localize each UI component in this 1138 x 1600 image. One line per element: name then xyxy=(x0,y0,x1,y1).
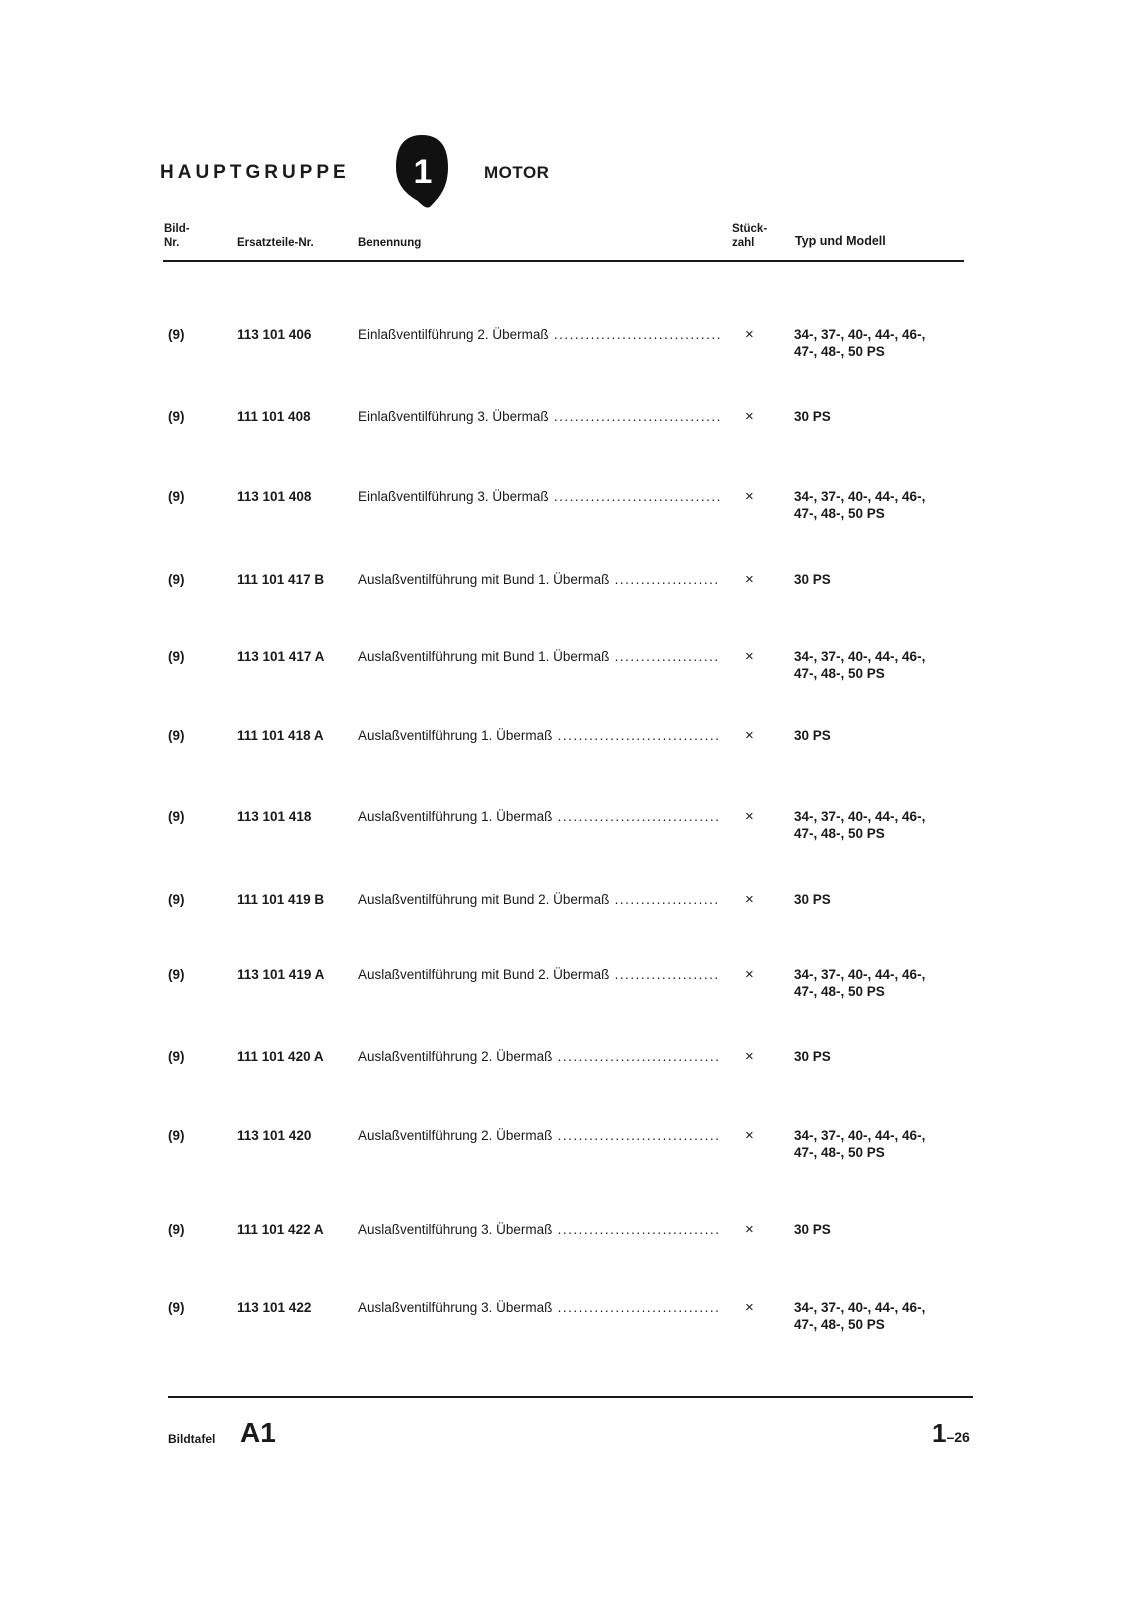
table-row xyxy=(0,1127,1138,1167)
part-description: Auslaßventilführung 2. Übermaß ..... xyxy=(358,1127,720,1144)
quantity: × xyxy=(745,727,754,744)
quantity: × xyxy=(745,326,754,343)
footer-rule xyxy=(168,1396,973,1398)
group-badge-shape xyxy=(394,133,450,209)
table-row xyxy=(0,326,1138,366)
type-model: 34-, 37-, 40-, 44-, 46-, 47-, 48-, 50 PS xyxy=(794,327,926,359)
table-row xyxy=(0,1299,1138,1339)
bild-nr: (9) xyxy=(168,1300,185,1315)
type-model: 30 PS xyxy=(794,1222,831,1237)
bild-nr: (9) xyxy=(168,409,185,424)
header-rule xyxy=(163,260,964,262)
part-description: Auslaßventilführung mit Bund 1. Übermaß ..... xyxy=(358,648,720,665)
type-model: 34-, 37-, 40-, 44-, 46-, 47-, 48-, 50 PS xyxy=(794,649,926,681)
bildtafel-code: A1 xyxy=(240,1417,276,1448)
type-model: 34-, 37-, 40-, 44-, 46-, 47-, 48-, 50 PS xyxy=(794,1128,926,1160)
bild-nr: (9) xyxy=(168,809,185,824)
table-row xyxy=(0,891,1138,931)
page-number-main: 1 xyxy=(932,1418,947,1448)
part-description: Auslaßventilführung mit Bund 1. Übermaß ..... xyxy=(358,571,720,588)
group-title: MOTOR xyxy=(484,163,550,182)
group-number-badge xyxy=(394,133,450,209)
quantity: × xyxy=(745,648,754,665)
quantity: × xyxy=(745,1221,754,1238)
part-number: 113 101 418 xyxy=(237,809,312,824)
part-number: 113 101 406 xyxy=(237,327,312,342)
part-number: 113 101 408 xyxy=(237,489,312,504)
bildtafel-label: Bildtafel xyxy=(168,1432,216,1446)
part-number: 111 101 417 B xyxy=(237,572,325,587)
bild-nr: (9) xyxy=(168,1128,185,1143)
bild-nr: (9) xyxy=(168,1049,185,1064)
part-description: Auslaßventilführung 3. Übermaß ..... xyxy=(358,1221,720,1238)
bild-nr: (9) xyxy=(168,649,185,664)
group-number: 1 xyxy=(413,153,433,191)
column-header-typ-modell: Typ und Modell xyxy=(795,234,886,248)
part-number: 111 101 422 A xyxy=(237,1222,324,1237)
part-description: Auslaßventilführung 3. Übermaß ..... xyxy=(358,1299,720,1316)
quantity: × xyxy=(745,488,754,505)
column-header-bild-nr: Bild- Nr. xyxy=(164,223,190,249)
part-number: 113 101 422 xyxy=(237,1300,312,1315)
page-number-sub: –26 xyxy=(946,1429,970,1445)
part-number: 111 101 419 B xyxy=(237,892,325,907)
part-description: Auslaßventilführung mit Bund 2. Übermaß ..... xyxy=(358,891,720,908)
type-model: 30 PS xyxy=(794,892,831,907)
column-header-stueckzahl: Stück- zahl xyxy=(732,223,768,249)
type-model: 30 PS xyxy=(794,728,831,743)
part-description: Auslaßventilführung mit Bund 2. Übermaß ..... xyxy=(358,966,720,983)
type-model: 30 PS xyxy=(794,1049,831,1064)
page-number xyxy=(932,1418,970,1449)
part-number: 113 101 419 A xyxy=(237,967,325,982)
quantity: × xyxy=(745,808,754,825)
type-model: 34-, 37-, 40-, 44-, 46-, 47-, 48-, 50 PS xyxy=(794,967,926,999)
part-number: 113 101 420 xyxy=(237,1128,312,1143)
part-number: 113 101 417 A xyxy=(237,649,325,664)
bild-nr: (9) xyxy=(168,572,185,587)
part-description: Einlaßventilführung 3. Übermaß ..... xyxy=(358,408,720,425)
type-model: 30 PS xyxy=(794,409,831,424)
table-row xyxy=(0,966,1138,1006)
part-number: 111 101 408 xyxy=(237,409,311,424)
quantity: × xyxy=(745,1127,754,1144)
column-header-benennung: Benennung xyxy=(358,237,422,249)
quantity: × xyxy=(745,966,754,983)
table-row xyxy=(0,571,1138,611)
table-row xyxy=(0,648,1138,688)
bild-nr: (9) xyxy=(168,327,185,342)
table-row xyxy=(0,408,1138,448)
group-label: HAUPTGRUPPE xyxy=(160,162,350,183)
table-row xyxy=(0,727,1138,767)
quantity: × xyxy=(745,571,754,588)
bild-nr: (9) xyxy=(168,967,185,982)
part-description: Einlaßventilführung 3. Übermaß ..... xyxy=(358,488,720,505)
part-description: Auslaßventilführung 1. Übermaß ..... xyxy=(358,808,720,825)
part-number: 111 101 418 A xyxy=(237,728,324,743)
bild-nr: (9) xyxy=(168,1222,185,1237)
type-model: 34-, 37-, 40-, 44-, 46-, 47-, 48-, 50 PS xyxy=(794,489,926,521)
table-row xyxy=(0,1221,1138,1261)
type-model: 34-, 37-, 40-, 44-, 46-, 47-, 48-, 50 PS xyxy=(794,809,926,841)
bild-nr: (9) xyxy=(168,728,185,743)
part-description: Auslaßventilführung 1. Übermaß ..... xyxy=(358,727,720,744)
table-row xyxy=(0,808,1138,848)
type-model: 34-, 37-, 40-, 44-, 46-, 47-, 48-, 50 PS xyxy=(794,1300,926,1332)
bild-nr: (9) xyxy=(168,489,185,504)
quantity: × xyxy=(745,1299,754,1316)
type-model: 30 PS xyxy=(794,572,831,587)
part-number: 111 101 420 A xyxy=(237,1049,324,1064)
quantity: × xyxy=(745,891,754,908)
bild-nr: (9) xyxy=(168,892,185,907)
part-description: Auslaßventilführung 2. Übermaß ..... xyxy=(358,1048,720,1065)
quantity: × xyxy=(745,1048,754,1065)
column-header-ersatzteile-nr: Ersatzteile-Nr. xyxy=(237,237,314,249)
table-row xyxy=(0,488,1138,528)
table-row xyxy=(0,1048,1138,1088)
part-description: Einlaßventilführung 2. Übermaß ..... xyxy=(358,326,720,343)
quantity: × xyxy=(745,408,754,425)
